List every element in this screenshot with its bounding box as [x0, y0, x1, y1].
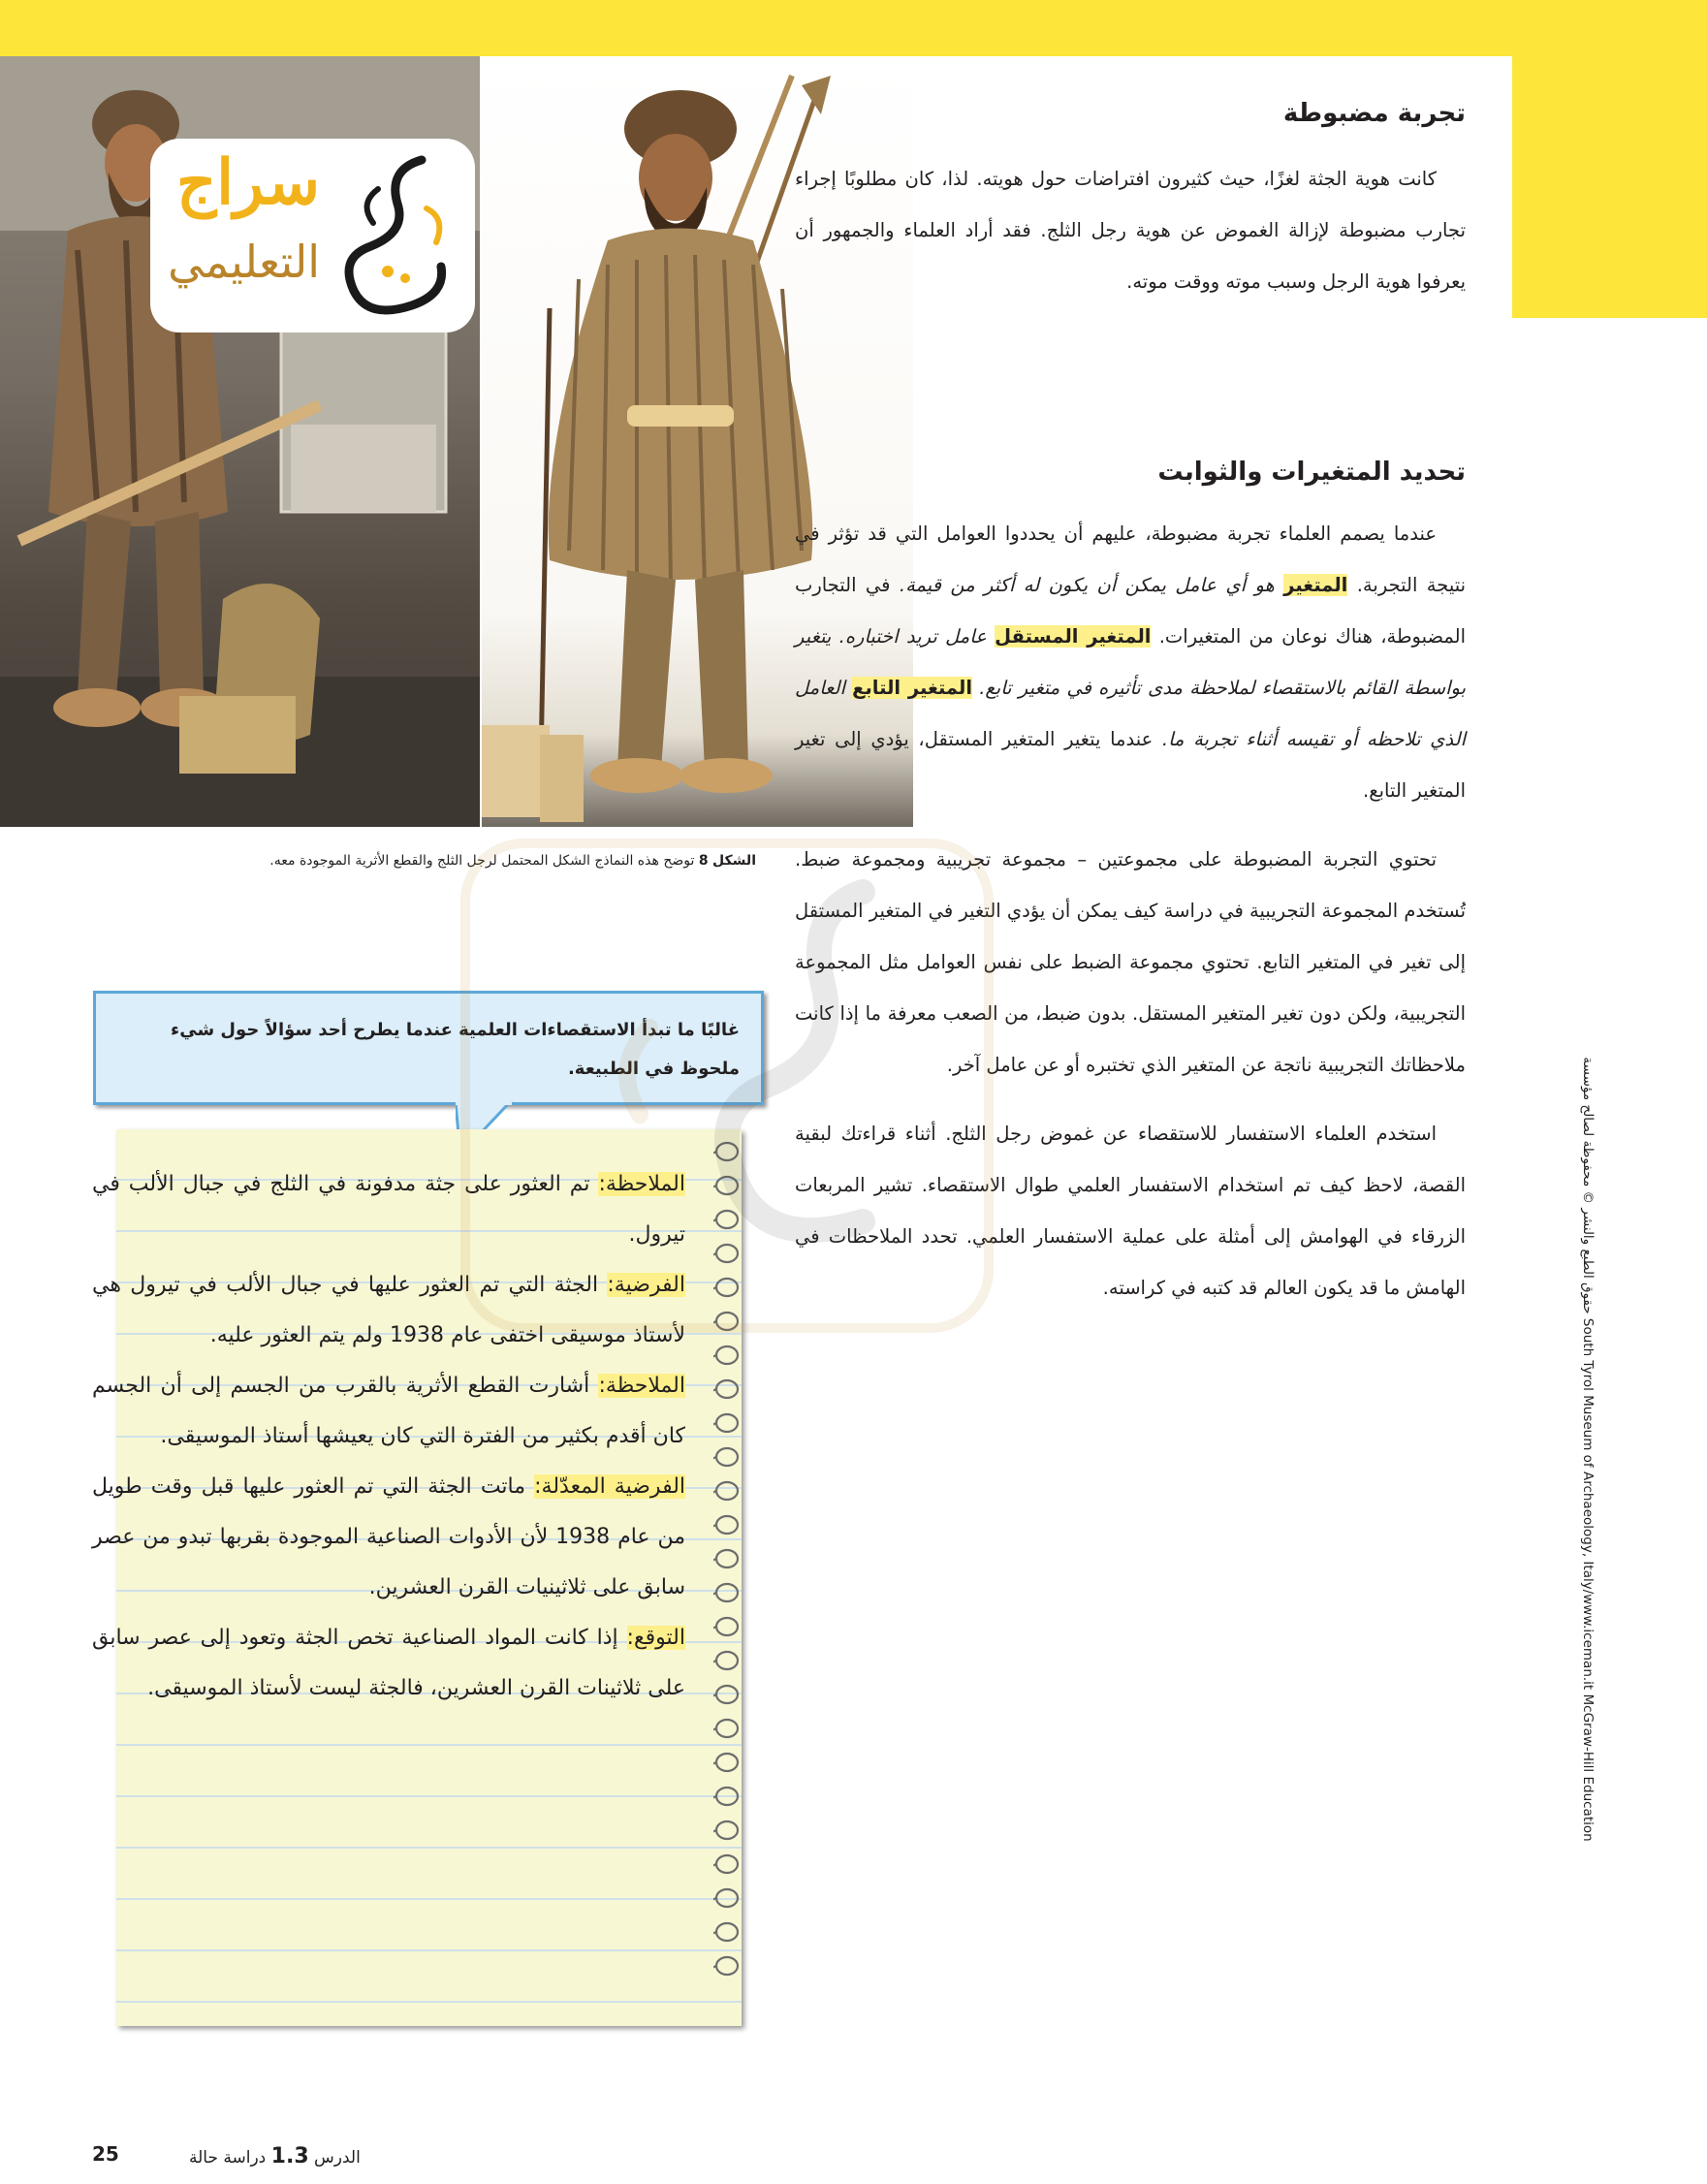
paragraph-groups: تحتوي التجربة المضبوطة على مجموعتين – مجموعة تجريبية ومجموعة ضبط. تُستخدم المجموعة التجريبية في دراسة كيف يمكن أن يؤدي التغير في المتغير المستقل إلى تغير في المتغير التابع. تحتوي مجموعة الضبط على نفس العوامل مثل المجموعة التجريبية، ولكن دون تغير المتغير المستقل. بدون ضبط، من الصعب معرفة ما إذا كانت ملاحظاتك التجريبية ناتجة عن المتغير الذي تختبره أو عن عامل آخر.	[795, 848, 1466, 1076]
spiral-ring	[716, 1211, 738, 1228]
spiral-ring	[716, 1448, 738, 1466]
spiral-ring	[716, 1380, 738, 1398]
spiral-ring	[716, 1279, 738, 1296]
heading-variables: تحديد المتغيرات والثوابت	[1157, 458, 1466, 487]
spiral-ring	[716, 1686, 738, 1703]
spiral-ring	[716, 1923, 738, 1941]
variables-types: في التجارب المضبوطة، هناك نوعان من المتغيرات.	[795, 574, 1467, 648]
spiral-ring	[716, 1584, 738, 1601]
variables-conclusion: عندما يتغير المتغير المستقل، يؤدي إلى تغير المتغير التابع.	[795, 728, 1466, 802]
lesson-title: دراسة حالة	[189, 2148, 267, 2168]
photo-credit-text: South Tyrol Museum of Archaeology, Italy/www.iceman.it McGraw-Hill Education حقوق الطبع والنشر © محفوظة لصالح مؤسسة	[1580, 1057, 1596, 1842]
logo-badge	[150, 139, 475, 332]
spiral-ring	[716, 1652, 738, 1669]
figure-label: الشكل	[712, 853, 756, 869]
definition-variable: هو أي عامل يمكن أن يكون له أكثر من قيمة.	[899, 574, 1275, 596]
spiral-ring	[716, 1788, 738, 1805]
spiral-ring	[716, 1177, 738, 1194]
entry-label: الفرضية:	[607, 1273, 685, 1297]
notebook-entries	[92, 1159, 685, 1714]
paragraph-inquiry: استخدم العلماء الاستفسار للاستقصاء عن غموض رجل الثلج. أثناء قراءتك لبقية القصة، لاحظ كيف تم استخدام الاستفسار العلمي طوال الاستقصاء. تشير المربعات الزرقاء في الهوامش إلى أمثلة على عملية الاستفسار العلمي. تحدد الملاحظات في الهامش ما قد يكون العالم قد كتبه في كراسته.	[795, 1123, 1466, 1299]
spiral-ring	[716, 1957, 738, 1975]
entry-text: الجثة التي تم العثور عليها في جبال الألب في تيرول هي لأستاذ موسيقى اختفى عام 1938 ولم يتم العثور عليه.	[92, 1273, 685, 1347]
entry-label: الفرضية المعدّلة:	[534, 1474, 686, 1499]
notebook-entry-observation-1	[92, 1159, 685, 1260]
term-dependent-variable: المتغير التابع	[852, 677, 973, 699]
paragraph-variables	[795, 508, 1466, 816]
spiral-ring	[716, 1821, 738, 1839]
figure-caption	[126, 853, 756, 869]
inquiry-callout-text: غالبًا ما تبدأ الاستقصاءات العلمية عندما يطرح أحد سؤالاً حول شيء ملحوظ في الطبيعة.	[171, 1020, 740, 1079]
spiral-ring	[716, 1143, 738, 1160]
figure-caption-text: توضح هذه النماذج الشكل المحتمل لرجل الثلج والقطع الأثرية الموجودة معه.	[269, 853, 695, 869]
definition-independent-variable: عامل تريد اختباره. يتغير بواسطة القائم بالاستقصاء لملاحظة مدى تأثيره في متغير تابع.	[795, 625, 1467, 699]
notebook-spiral-icon	[713, 1140, 752, 2012]
spiral-ring	[716, 1516, 738, 1534]
page-number: 25	[92, 2142, 119, 2166]
lesson-footer	[189, 2144, 361, 2168]
spiral-ring	[716, 1889, 738, 1907]
logo-name: سراج	[175, 146, 320, 219]
spiral-ring	[716, 1482, 738, 1500]
spiral-ring	[716, 1414, 738, 1432]
entry-label: التوقع:	[626, 1626, 685, 1650]
photo-credit	[1578, 998, 1597, 1900]
paragraph-controlled-experiment	[795, 153, 1466, 307]
lesson-number: 1.3	[270, 2144, 309, 2168]
variables-intro: عندما يصمم العلماء تجربة مضبوطة، عليهم أن يحددوا العوامل التي قد تؤثر في نتيجة التجربة.	[795, 522, 1467, 596]
photo-iceman-model-museum	[0, 56, 480, 827]
side-color-tab	[1512, 0, 1707, 318]
heading-controlled-experiment: تجربة مضبوطة	[1282, 99, 1466, 128]
spiral-ring	[716, 1618, 738, 1635]
spiral-ring	[716, 1245, 738, 1262]
notebook-entry-hypothesis	[92, 1260, 685, 1361]
spiral-ring	[716, 1346, 738, 1364]
figure-number: 8	[698, 853, 709, 869]
variables-body	[795, 508, 1466, 1314]
paragraph-identity: كانت هوية الجثة لغزًا، حيث كثيرون افتراضات حول هويته. لذا، كان مطلوبًا إجراء تجارب مضبوطة لإزالة الغموض عن هوية رجل الثلج. فقد أراد العلماء والجمهور أن يعرفوا هوية الرجل وسبب موته ووقت موته.	[795, 168, 1466, 293]
term-independent-variable: المتغير المستقل	[995, 625, 1152, 648]
notebook-entry-observation-2	[92, 1361, 685, 1462]
definition-dependent-variable: العامل الذي تلاحظه أو تقيسه أثناء تجربة ما.	[795, 677, 1467, 750]
notebook-entry-prediction	[92, 1613, 685, 1714]
spiral-ring	[716, 1855, 738, 1873]
spiral-ring	[716, 1720, 738, 1737]
spiral-ring	[716, 1550, 738, 1567]
inquiry-callout-box	[93, 991, 764, 1105]
lesson-word: الدرس	[314, 2148, 361, 2168]
top-color-band	[0, 0, 1707, 56]
spiral-ring	[716, 1754, 738, 1771]
term-variable: المتغير	[1283, 574, 1348, 596]
entry-text: تم العثور على جثة مدفونة في الثلج في جبال الألب في تيرول.	[92, 1172, 685, 1247]
entry-label: الملاحظة:	[598, 1172, 685, 1196]
entry-text: ماتت الجثة التي تم العثور عليها قبل وقت طويل من عام 1938 لأن الأدوات الصناعية الموجودة بقربها تبدو من عصر سابق على ثلاثينيات القرن العشرين.	[92, 1474, 686, 1599]
entry-text: أشارت القطع الأثرية بالقرب من الجسم إلى أن الجسم كان أقدم بكثير من الفترة التي كان يعيشها أستاذ الموسيقى.	[92, 1374, 685, 1448]
logo-calligraphy-icon	[330, 150, 465, 325]
entry-label: الملاحظة:	[598, 1374, 685, 1398]
entry-text: إذا كانت المواد الصناعية تخص الجثة وتعود إلى عصر سابق على ثلاثينات القرن العشرين، فالجثة ليست لأستاذ الموسيقى.	[92, 1626, 685, 1700]
spiral-ring	[716, 1313, 738, 1330]
notebook-entry-revised-hypothesis	[92, 1462, 685, 1613]
logo-subtitle: التعليمي	[168, 236, 320, 288]
